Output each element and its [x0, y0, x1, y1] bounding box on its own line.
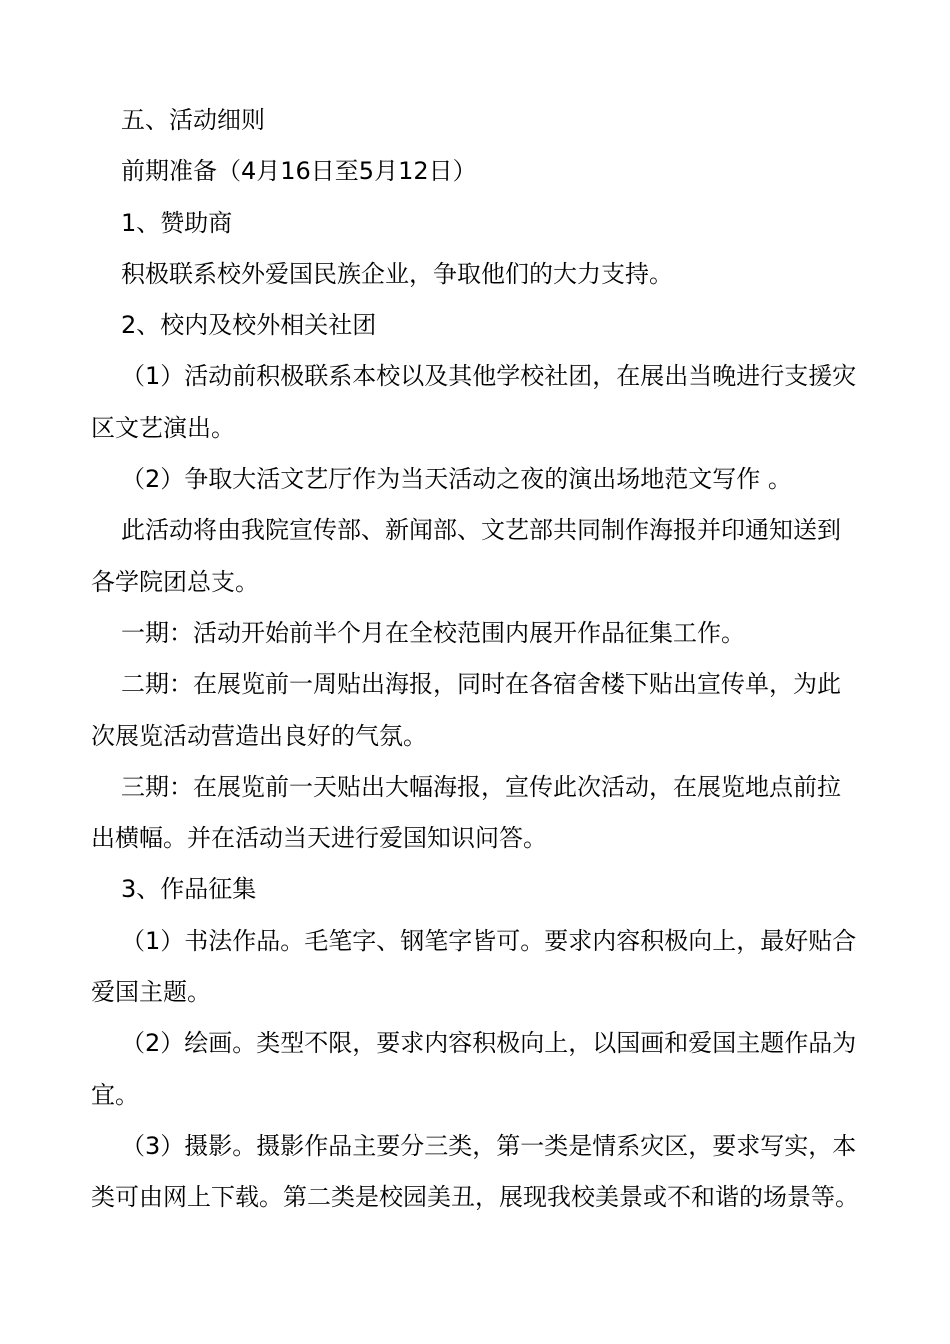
subsection-heading: 1、赞助商	[121, 208, 233, 237]
paragraph: （1）书法作品。毛笔字、钢笔字皆可。要求内容积极向上，最好贴合爱国主题。	[91, 926, 857, 1007]
subsection-heading: 2、校内及校外相关社团	[121, 311, 377, 340]
paragraph: （2）绘画。类型不限，要求内容积极向上，以国画和爱国主题作品为宜。	[91, 1029, 857, 1109]
paragraph: 此活动将由我院宣传部、新闻部、文艺部共同制作海报并印通知送到各学院团总支。	[91, 516, 841, 596]
paragraph: 积极联系校外爱国民族企业，争取他们的大力支持。	[121, 259, 673, 288]
paragraph: （2）争取大活文艺厅作为当天活动之夜的演出场地范文写作 。	[121, 465, 792, 494]
paragraph: 二期：在展览前一周贴出海报，同时在各宿舍楼下贴出宣传单，为此次展览活动营造出良好的气氛。	[91, 670, 841, 750]
subsection-heading: 3、作品征集	[121, 875, 257, 904]
paragraph: 一期：活动开始前半个月在全校范围内展开作品征集工作。	[121, 618, 745, 647]
paragraph: （3）摄影。摄影作品主要分三类，第一类是情系灾区，要求写实，本类可由网上下载。第二类是校园美丑，展现我校美景或不和谐的场景等。	[91, 1131, 859, 1212]
paragraph: （1）活动前积极联系本校以及其他学校社团，在展出当晚进行支援灾区文艺演出。	[91, 362, 857, 442]
paragraph: 前期准备（4月16日至5月12日）	[121, 157, 477, 186]
document-body	[91, 95, 859, 1224]
section-heading: 五、活动细则	[121, 106, 265, 134]
paragraph: 三期：在展览前一天贴出大幅海报，宣传此次活动，在展览地点前拉出横幅。并在活动当天进行爱国知识问答。	[91, 772, 841, 853]
